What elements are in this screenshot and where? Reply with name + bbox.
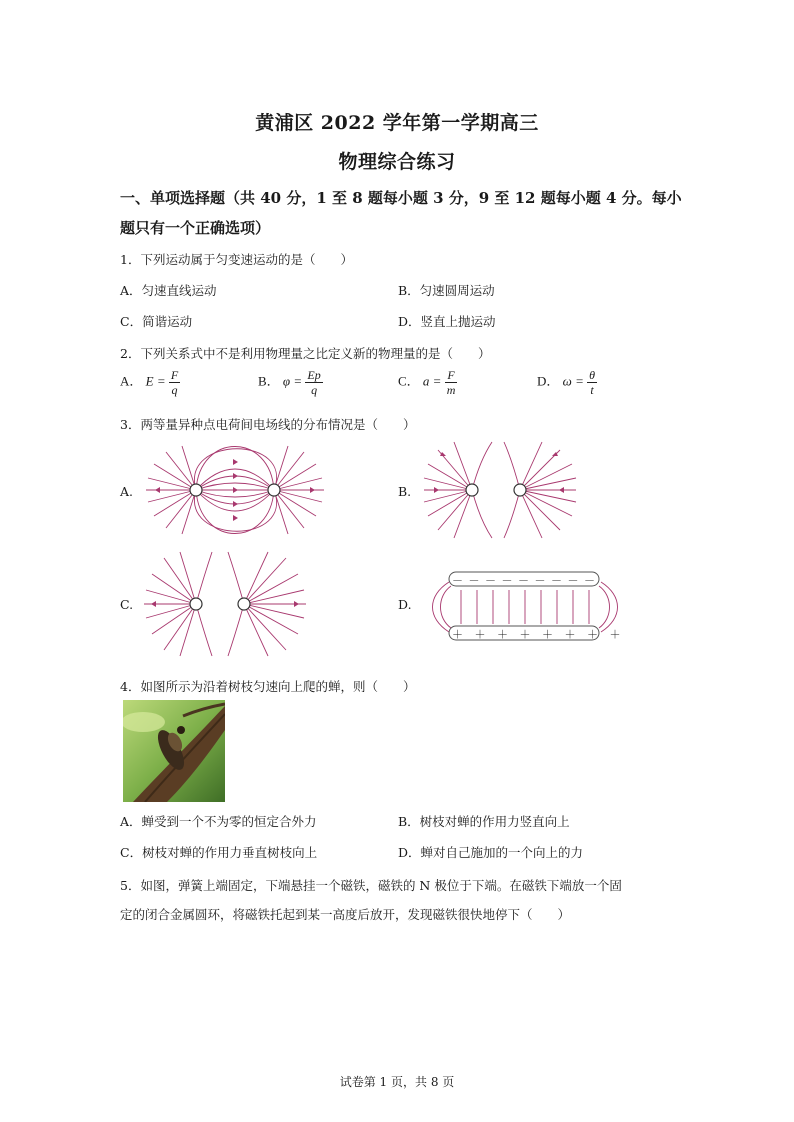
question-3-stem: 3．两等量异种点电荷间电场线的分布情况是（ ） [120, 417, 416, 432]
question-4-option-d: D．蝉对自己施加的一个向上的力 [398, 845, 584, 860]
numerator: F [447, 368, 455, 382]
question-2-option-a [120, 368, 180, 397]
question-1-option-a: A．匀速直线运动 [120, 283, 217, 298]
question-1-option-d: D．竖直上抛运动 [398, 314, 496, 329]
option-label: B． [258, 373, 280, 389]
page-footer: 试卷第 1 页，共 8 页 [339, 1075, 455, 1089]
fraction [305, 368, 322, 397]
denominator: m [446, 383, 456, 397]
question-2-stem: 2．下列关系式中不是利用物理量之比定义新的物理量的是（ ） [120, 346, 491, 361]
formula-lhs: φ = [282, 373, 303, 389]
cicada-photo [123, 700, 225, 802]
field-diagram-b [420, 440, 580, 545]
question-4-stem: 4．如图所示为沿着树枝匀速向上爬的蝉，则（ ） [120, 679, 416, 694]
option-label: A． [120, 373, 143, 389]
page-subtitle: 物理综合练习 [338, 151, 456, 173]
question-5-line1: 5．如图，弹簧上端固定，下端悬挂一个磁铁，磁铁的 N 极位于下端。在磁铁下端放一个固 [120, 878, 622, 893]
fraction [445, 368, 458, 397]
question-3-label-a: A. [120, 484, 134, 499]
numerator: Ep [307, 368, 321, 382]
numerator: θ [589, 368, 595, 382]
question-1-stem: 1．下列运动属于匀变速运动的是（ ） [120, 252, 353, 267]
numerator: F [170, 368, 179, 382]
question-2-option-b [258, 368, 323, 397]
question-4-option-a: A．蝉受到一个不为零的恒定合外力 [120, 814, 317, 829]
question-2-option-c [398, 368, 457, 397]
denominator: q [171, 383, 178, 397]
positive-plate-signs: ＋ ＋ ＋ ＋ ＋ ＋ ＋ ＋ [452, 628, 625, 641]
question-1-option-b: B．匀速圆周运动 [398, 283, 495, 298]
question-3-label-b: B. [398, 484, 412, 499]
formula-lhs: E = [145, 373, 166, 389]
denominator: t [590, 383, 594, 397]
option-label: C． [398, 373, 420, 389]
question-1-option-c: C．简谐运动 [120, 314, 193, 329]
fraction [169, 368, 180, 397]
question-3-label-d: D. [398, 597, 412, 612]
question-3-label-c: C. [120, 597, 134, 612]
question-2-option-d [537, 368, 597, 397]
field-diagram-c [140, 548, 310, 658]
formula-lhs: a = [422, 373, 442, 389]
field-diagram-a [140, 440, 340, 540]
negative-plate-signs: － － － － － － － － － [452, 574, 596, 587]
formula-lhs: ω = [562, 373, 584, 389]
page-title: 黄浦区 2022 学年第一学期高三 [255, 112, 539, 134]
section-heading-line1: 一、单项选择题（共 40 分，1 至 8 题每小题 3 分，9 至 12 题每小题 4 分。每小 [120, 189, 682, 207]
denominator: q [311, 383, 318, 397]
fraction [587, 368, 597, 397]
section-heading-line2: 题只有一个正确选项） [120, 219, 271, 237]
question-5-line2: 定的闭合金属圆环，将磁铁托起到某一高度后放开，发现磁铁很快地停下（ ） [120, 907, 571, 922]
option-label: D． [537, 373, 560, 389]
question-4-option-c: C．树枝对蝉的作用力垂直树枝向上 [120, 845, 318, 860]
question-4-option-b: B．树枝对蝉的作用力竖直向上 [398, 814, 570, 829]
